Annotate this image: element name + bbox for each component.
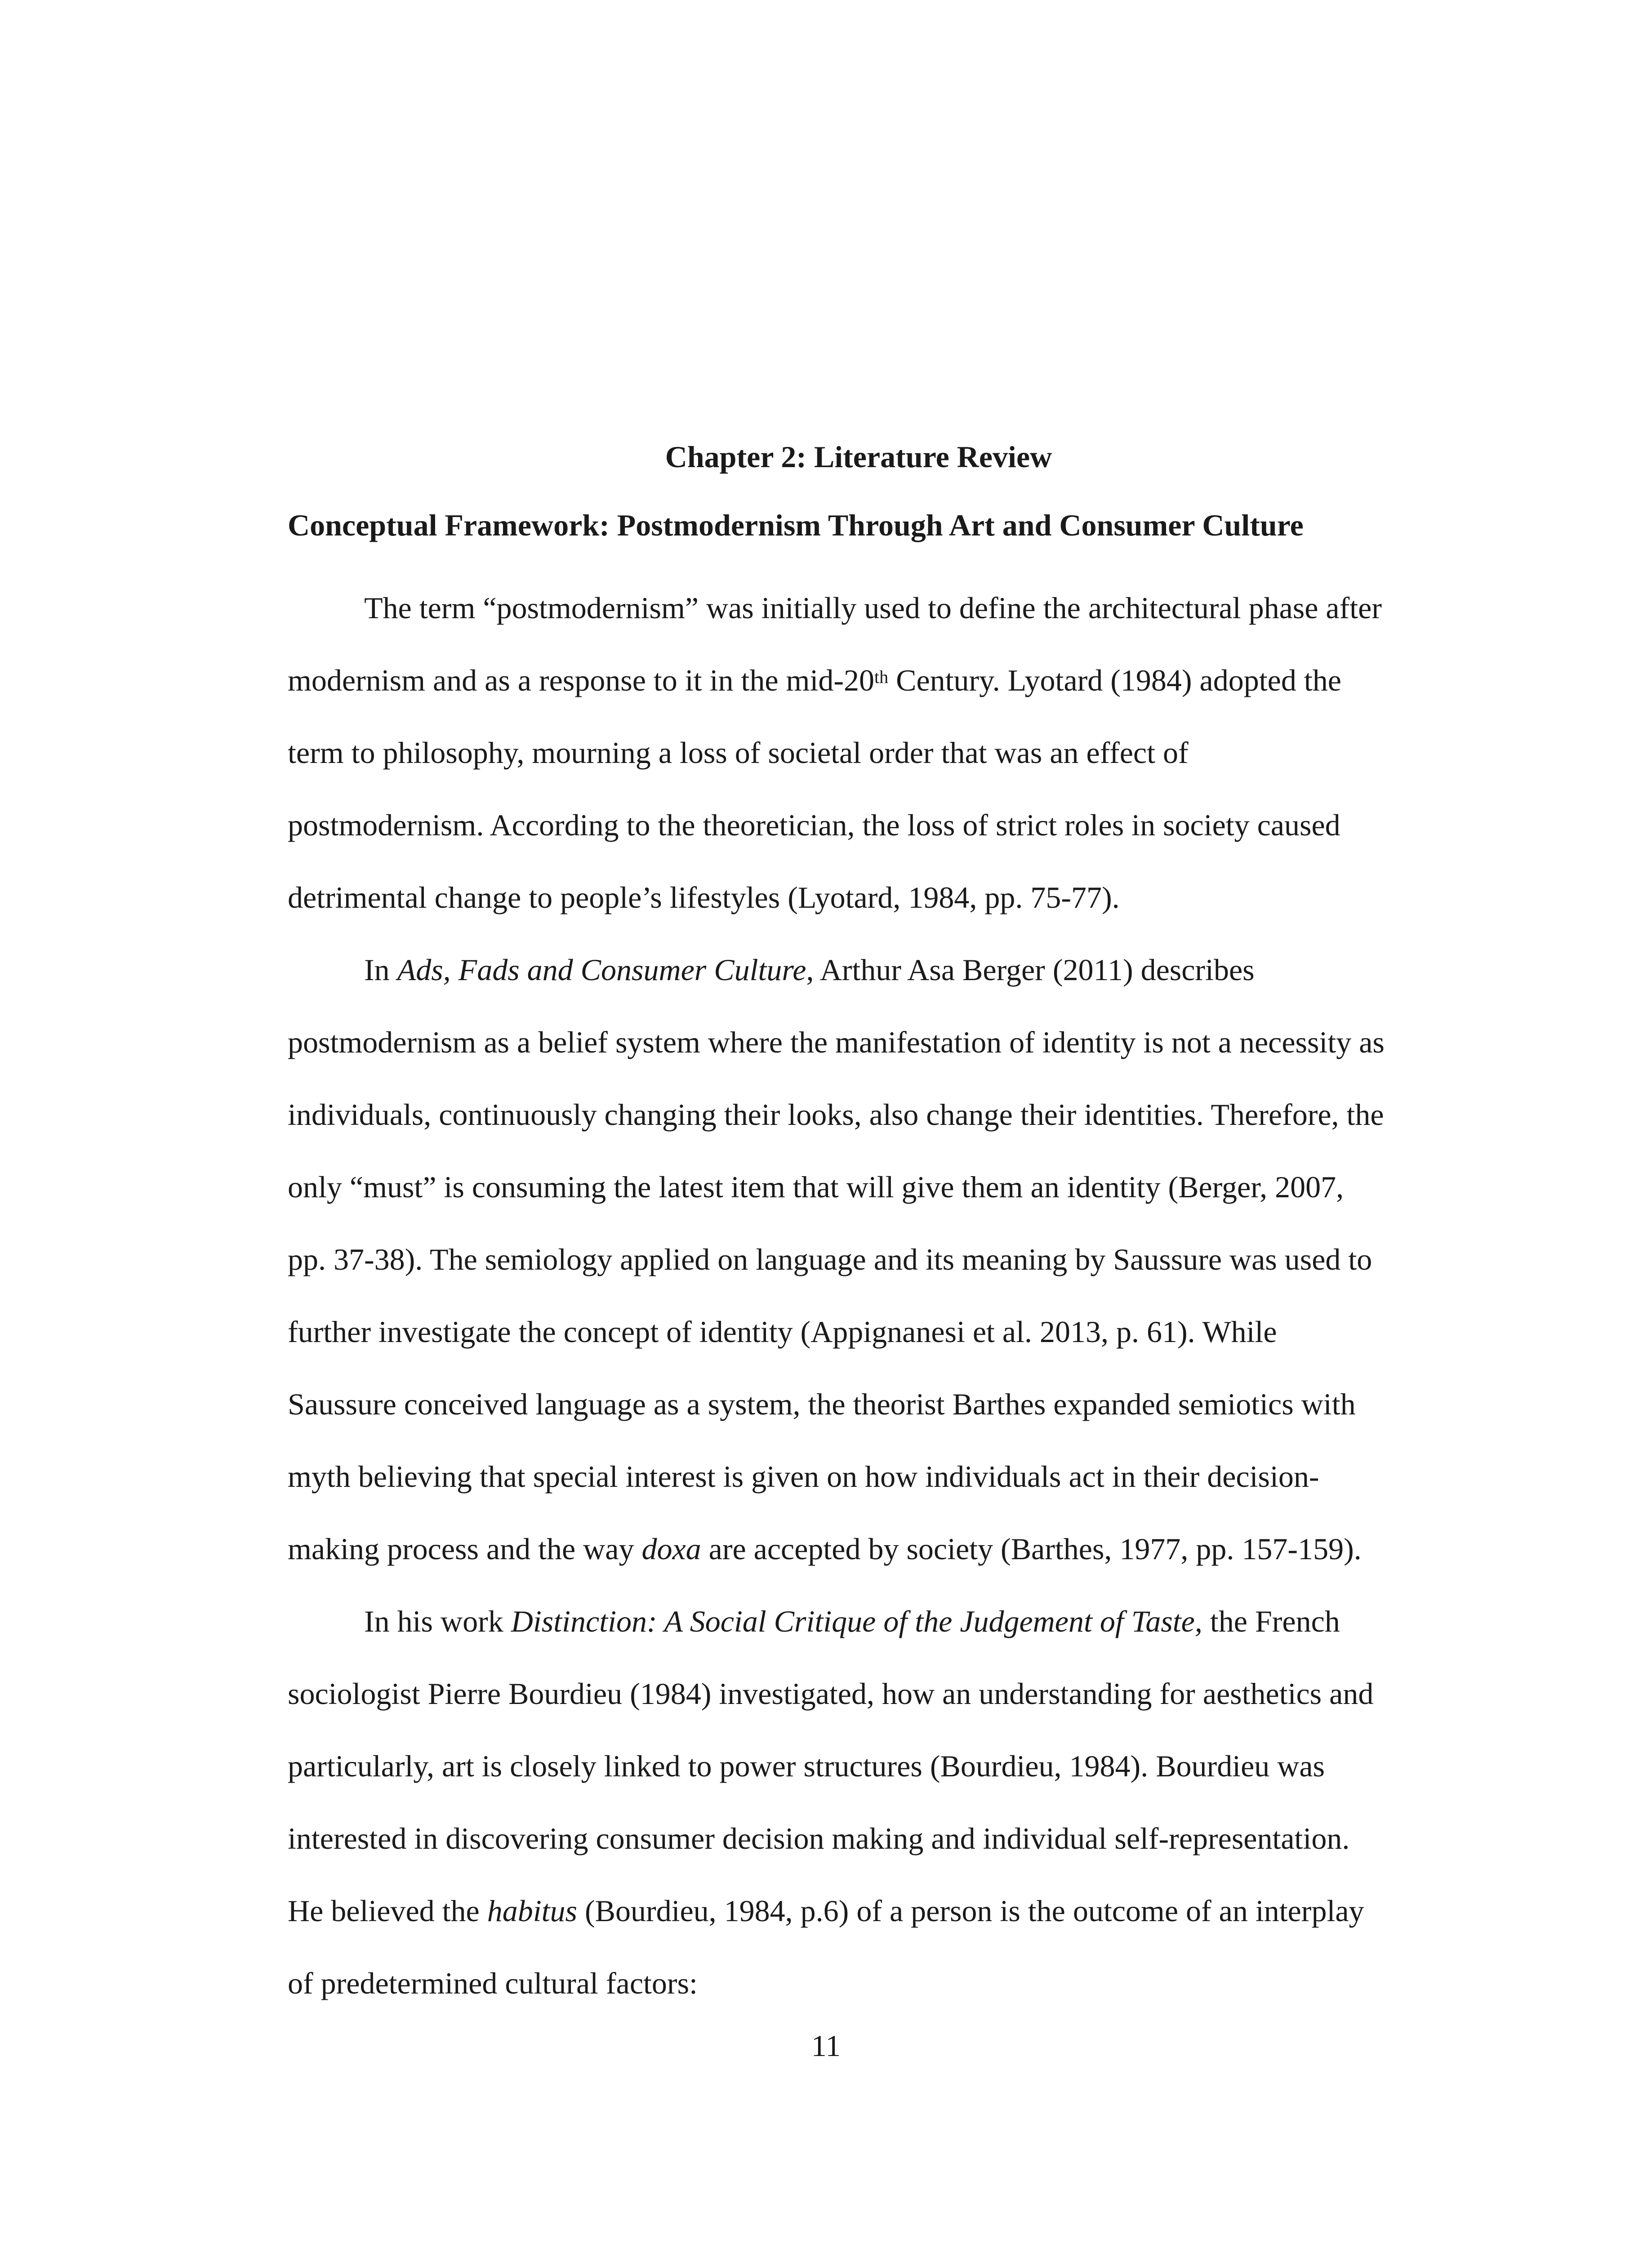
- text-line: sociologist Pierre Bourdieu (1984) investigated, how an understanding for aesthetics and: [288, 1677, 1374, 1711]
- text-line: term to philosophy, mourning a loss of societal order that was an effect of: [288, 736, 1189, 770]
- paragraph-postmodernism-definition: [288, 572, 1429, 934]
- text-line: In his work Distinction: A Social Critique of the Judgement of Taste, the French: [364, 1604, 1340, 1638]
- italic-term: habitus: [487, 1894, 577, 1928]
- text-line: particularly, art is closely linked to power structures (Bourdieu, 1984). Bourdieu was: [288, 1749, 1325, 1783]
- body-text: [288, 432, 1429, 2020]
- text-line: individuals, continuously changing their looks, also change their identities. Therefore, the: [288, 1097, 1384, 1132]
- text-line: postmodernism as a belief system where the manifestation of identity is not a necessity as: [288, 1025, 1385, 1059]
- text-line: postmodernism. According to the theoretician, the loss of strict roles in society caused: [288, 808, 1340, 842]
- text-line: In Ads, Fads and Consumer Culture, Arthur Asa Berger (2011) describes: [364, 953, 1255, 987]
- paragraph-bourdieu-distinction: [288, 1585, 1429, 2020]
- chapter-title: Chapter 2: Literature Review: [665, 440, 1052, 474]
- book-title: Distinction: A Social Critique of the Judgement of Taste,: [511, 1604, 1202, 1638]
- text-line: The term “postmodernism” was initially used to define the architectural phase after: [364, 591, 1382, 625]
- italic-term: doxa: [641, 1532, 701, 1566]
- text-line: interested in discovering consumer decision making and individual self-representation.: [288, 1821, 1350, 1855]
- superscript: th: [874, 667, 889, 687]
- text-line: of predetermined cultural factors:: [288, 1966, 698, 2000]
- text-line: further investigate the concept of identity (Appignanesi et al. 2013, p. 61). While: [288, 1315, 1277, 1349]
- book-title: Ads, Fads and Consumer Culture: [397, 953, 806, 987]
- text-line: detrimental change to people’s lifestyles (Lyotard, 1984, pp. 75-77).: [288, 880, 1120, 914]
- text-line: Saussure conceived language as a system, the theorist Barthes expanded semiotics with: [288, 1387, 1356, 1421]
- text-line: only “must” is consuming the latest item that will give them an identity (Berger, 2007,: [288, 1170, 1344, 1204]
- paragraph-berger-consumer-culture: [288, 934, 1429, 1585]
- text-line: modernism and as a response to it in the mid-20th Century. Lyotard (1984) adopted the: [288, 663, 1341, 697]
- text-line: pp. 37-38). The semiology applied on language and its meaning by Saussure was used to: [288, 1242, 1372, 1276]
- text-line: He believed the habitus (Bourdieu, 1984, p.6) of a person is the outcome of an interplay: [288, 1894, 1364, 1928]
- page-number: 11: [811, 2029, 841, 2063]
- text-line: myth believing that special interest is given on how individuals act in their decision-: [288, 1459, 1319, 1494]
- section-heading: Conceptual Framework: Postmodernism Through Art and Consumer Culture: [288, 508, 1304, 542]
- text-line: making process and the way doxa are accepted by society (Barthes, 1977, pp. 157-159).: [288, 1532, 1362, 1566]
